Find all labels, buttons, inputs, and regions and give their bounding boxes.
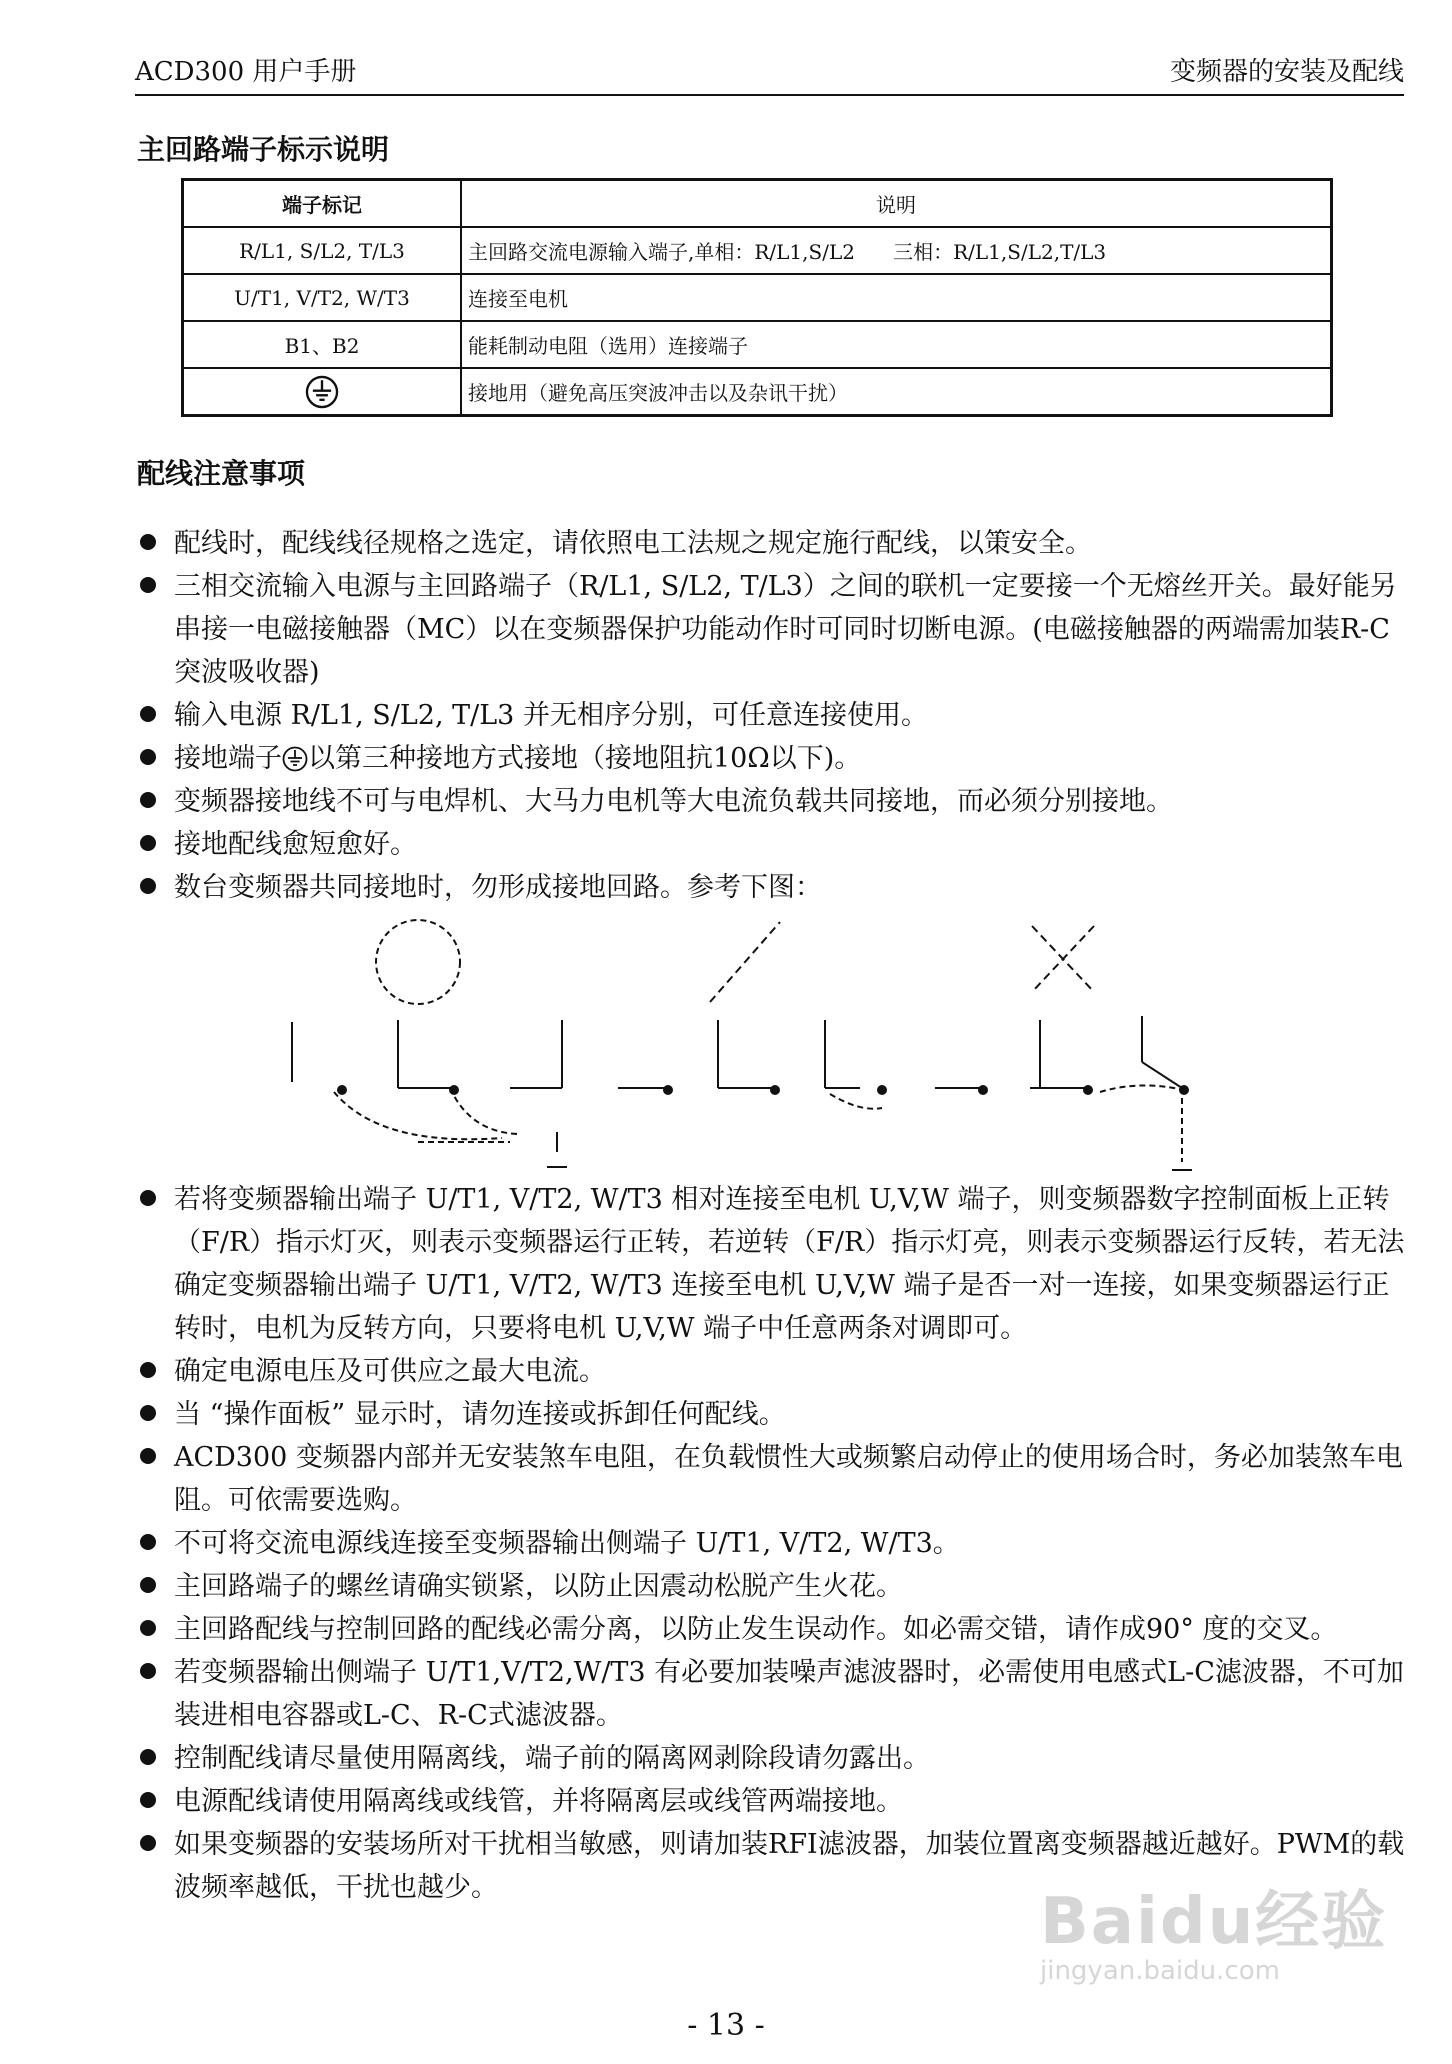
bullet-dot xyxy=(140,1663,156,1679)
bullet-dot xyxy=(140,1792,156,1808)
table-cell-desc: 主回路交流电源输入端子,单相：R/L1,S/L2 三相：R/L1,S/L2,T/L3 xyxy=(461,227,1332,274)
list-item: 数台变频器共同接地时，勿形成接地回路。参考下图： xyxy=(138,866,1413,909)
table-cell-desc: 接地用（避免高压突波冲击以及杂讯干扰） xyxy=(461,368,1332,416)
table-header-row xyxy=(183,180,1332,228)
table-row xyxy=(183,321,1332,368)
table-cell-mark: U/T1, V/T2, W/T3 xyxy=(183,274,462,321)
acceptable-slash-icon xyxy=(710,922,780,1002)
table-row xyxy=(183,227,1332,274)
ground-icon xyxy=(282,746,308,772)
table-cell-mark: R/L1, S/L2, T/L3 xyxy=(183,227,462,274)
bullet-dot xyxy=(140,1749,156,1765)
list-item: 电源配线请使用隔离线或线管，并将隔离层或线管两端接地。 xyxy=(138,1780,1413,1823)
header-chapter-title: 变频器的安装及配线 xyxy=(1169,57,1404,87)
terminal-table xyxy=(181,178,1333,417)
table-cell-mark: B1、B2 xyxy=(183,321,462,368)
ground-icon xyxy=(305,375,339,409)
page-header xyxy=(135,48,1404,96)
bullet-list-bottom xyxy=(138,1178,1413,1909)
section-title-wiring-notes: 配线注意事项 xyxy=(137,457,306,490)
table-row xyxy=(183,368,1332,416)
watermark-url: jingyan.baidu.com xyxy=(1040,1956,1280,1986)
bullet-dot xyxy=(140,1362,156,1378)
list-item: 不可将交流电源线连接至变频器输出侧端子 U/T1, V/T2, W/T3。 xyxy=(138,1522,1413,1565)
section-title-terminals: 主回路端子标示说明 xyxy=(137,133,390,166)
bullet-dot xyxy=(140,1448,156,1464)
table-cell-desc: 能耗制动电阻（选用）连接端子 xyxy=(461,321,1332,368)
bullet-list-top xyxy=(138,522,1413,909)
list-item: 变频器接地线不可与电焊机、大马力电机等大电流负载共同接地，而必须分别接地。 xyxy=(138,780,1413,823)
table-header-desc: 说明 xyxy=(461,180,1332,228)
list-item: 控制配线请尽量使用隔离线，端子前的隔离网剥除段请勿露出。 xyxy=(138,1737,1413,1780)
bullet-dot xyxy=(140,792,156,808)
list-item: 确定电源电压及可供应之最大电流。 xyxy=(138,1350,1413,1393)
list-item: 接地端子 以第三种接地方式接地（接地阻抗10Ω以下)。 xyxy=(138,737,1413,780)
list-item: 配线时，配线线径规格之选定，请依照电工法规之规定施行配线，以策安全。 xyxy=(138,522,1413,565)
header-manual-title: ACD300 用户手册 xyxy=(135,57,357,87)
bullet-dot xyxy=(140,749,156,765)
list-item: 输入电源 R/L1, S/L2, T/L3 并无相序分别，可任意连接使用。 xyxy=(138,694,1413,737)
list-item: 主回路配线与控制回路的配线必需分离，以防止发生误动作。如必需交错，请作成90° 度的交叉。 xyxy=(138,1608,1413,1651)
bullet-dot xyxy=(140,1577,156,1593)
table-cell-desc: 连接至电机 xyxy=(461,274,1332,321)
bullet-dot xyxy=(140,534,156,550)
list-item: 若变频器输出侧端子 U/T1,V/T2,W/T3 有必要加装噪声滤波器时，必需使用电感式L-C滤波器，不可加装进相电容器或L-C、R-C式滤波器。 xyxy=(138,1651,1413,1737)
page-number: - 13 - xyxy=(687,2008,765,2043)
bullet-dot xyxy=(140,1190,156,1206)
bullet-dot xyxy=(140,1620,156,1636)
bullet-dot xyxy=(140,878,156,894)
table-row xyxy=(183,274,1332,321)
list-item: 接地配线愈短愈好。 xyxy=(138,823,1413,866)
list-item: 主回路端子的螺丝请确实锁紧，以防止因震动松脱产生火花。 xyxy=(138,1565,1413,1608)
list-item: 当 “操作面板” 显示时，请勿连接或拆卸任何配线。 xyxy=(138,1393,1413,1436)
list-item: 若将变频器输出端子 U/T1, V/T2, W/T3 相对连接至电机 U,V,W 端子，则变频器数字控制面板上正转（F/R）指示灯灭，则表示变频器运行正转，若逆转（F/R）指示灯亮，则表示变频器运行反转，若无法确定变频器输出端子 U/T1, V/T2, W/T3 连接至电机 U,V,W 端子是否一对一连接，如果变频器运行正转时，电机为反转方向，只要将电机 U,V,W 端子中任意两条对调即可。 xyxy=(138,1178,1413,1350)
watermark-logo-text: Baidu经验 xyxy=(1040,1885,1388,1959)
bullet-dot xyxy=(140,706,156,722)
bullet-dot xyxy=(140,1534,156,1550)
correct-circle-icon xyxy=(376,920,460,1004)
list-item: 三相交流输入电源与主回路端子（R/L1, S/L2, T/L3）之间的联机一定要接一个无熔丝开关。最好能另串接一电磁接触器（MC）以在变频器保护功能动作时可同时切断电源。(电磁接触器的两端需加装R-C 突波吸收器) xyxy=(138,565,1413,694)
list-item: 如果变频器的安装场所对干扰相当敏感，则请加装RFI滤波器，加装位置离变频器越近越好。PWM的载波频率越低，干扰也越少。 xyxy=(138,1823,1413,1909)
table-header-mark: 端子标记 xyxy=(183,180,462,228)
bullet-dot xyxy=(140,835,156,851)
bullet-dot xyxy=(140,1405,156,1421)
baidu-watermark xyxy=(1040,1870,1387,1986)
bullet-dot xyxy=(140,1835,156,1851)
table-cell-mark xyxy=(183,368,462,416)
list-item: ACD300 变频器内部并无安装煞车电阻，在负载惯性大或频繁启动停止的使用场合时，务必加装煞车电阻。可依需要选购。 xyxy=(138,1436,1413,1522)
grounding-diagram xyxy=(270,912,1230,1182)
bullet-dot xyxy=(140,577,156,593)
